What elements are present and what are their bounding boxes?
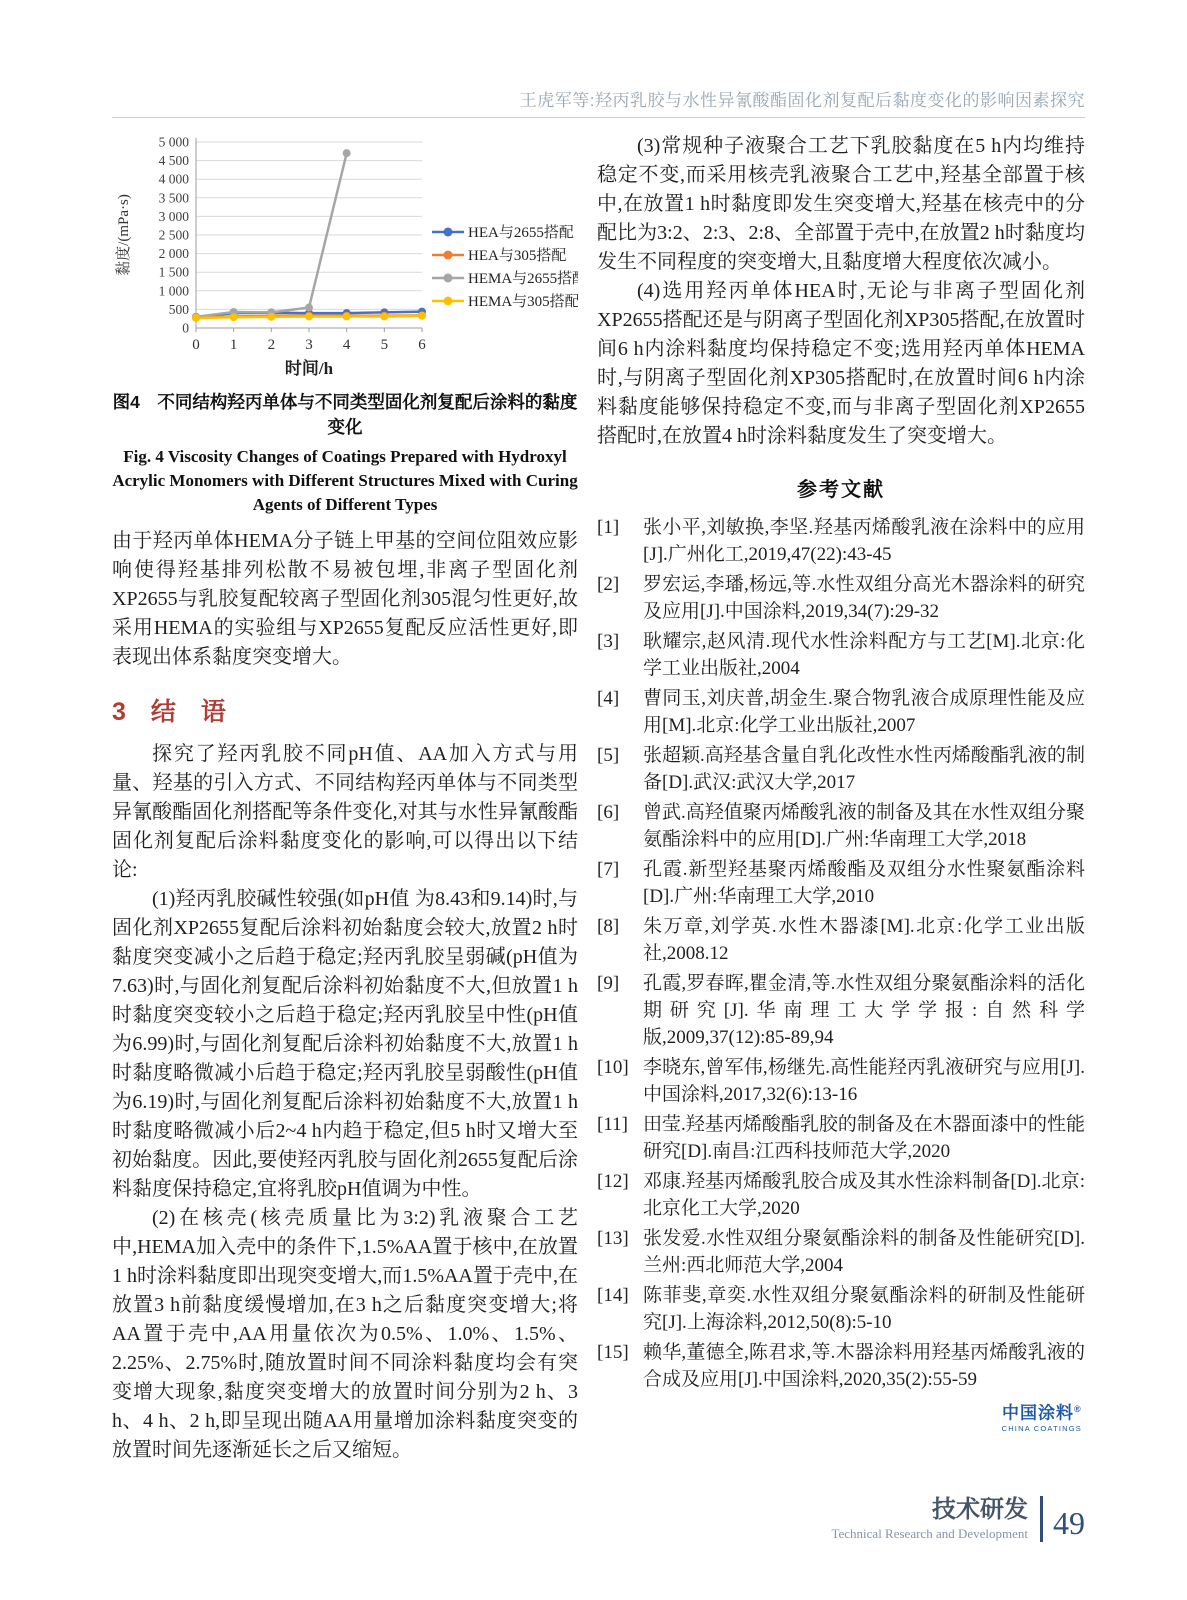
reference-number: [2] <box>597 574 620 595</box>
logo-text-en: CHINA COATINGS <box>1001 1423 1082 1433</box>
figure-caption-zh: 图4 不同结构羟丙单体与不同类型固化剂复配后涂料的黏度变化 <box>112 392 578 437</box>
svg-text:黏度/(mPa·s): 黏度/(mPa·s) <box>116 194 132 276</box>
reference-text: 张小平,刘敏换,李坚.羟基丙烯酸乳液在涂料中的应用[J].广州化工,2019,47(22):43-45 <box>643 517 1085 565</box>
svg-text:1 500: 1 500 <box>158 264 189 280</box>
footer-section-en: Technical Research and Development <box>831 1525 1028 1541</box>
reference-number: [12] <box>597 1171 629 1192</box>
svg-text:2 000: 2 000 <box>158 246 189 262</box>
reference-number: [6] <box>597 802 620 823</box>
svg-text:3 000: 3 000 <box>158 208 189 224</box>
svg-text:4 000: 4 000 <box>158 171 189 187</box>
svg-text:2: 2 <box>267 337 276 353</box>
gridlines <box>159 135 422 336</box>
reference-item <box>597 628 1085 682</box>
svg-text:3: 3 <box>305 337 313 353</box>
svg-text:1 000: 1 000 <box>158 283 189 299</box>
svg-text:0: 0 <box>182 320 189 336</box>
reference-number: [13] <box>597 1228 629 1249</box>
reference-text: 张发爱.水性双组分聚氨酯涂料的制备及性能研究[D].兰州:西北师范大学,2004 <box>643 1228 1085 1276</box>
logo-registered-mark: ® <box>1073 1404 1082 1414</box>
reference-number: [7] <box>597 859 620 880</box>
reference-item <box>597 913 1085 967</box>
reference-text: 罗宏运,李璠,杨远,等.水性双组分高光木器涂料的研究及应用[J].中国涂料,2019,34(7):29-32 <box>643 574 1085 622</box>
footer-divider <box>1040 1496 1043 1542</box>
figure-caption-en: Fig. 4 Viscosity Changes of Coatings Prepared with Hydroxyl Acrylic Monomers with Different Structures Mixed with Curing Agents of Different Types <box>112 447 578 514</box>
reference-text: 李晓东,曾军伟,杨继先.高性能羟丙乳液研究与应用[J].中国涂料,2017,32(6):13-16 <box>643 1057 1085 1105</box>
reference-number: [10] <box>597 1057 629 1078</box>
reference-number: [11] <box>597 1114 628 1135</box>
reference-item <box>597 1168 1085 1222</box>
reference-text: 赖华,董德全,陈君求,等.木器涂料用羟基丙烯酸乳液的合成及应用[J].中国涂料,2020,35(2):55-59 <box>643 1342 1085 1390</box>
footer-section-block <box>831 1497 1028 1542</box>
reference-item <box>597 1339 1085 1393</box>
logo-text-zh: 中国涂料® <box>1001 1403 1082 1423</box>
reference-text: 朱万章,刘学英.水性木器漆[M].北京:化学工业出版社,2008.12 <box>643 916 1085 964</box>
reference-number: [1] <box>597 517 620 538</box>
svg-text:2 500: 2 500 <box>158 227 189 243</box>
viscosity-line-chart <box>112 132 578 382</box>
reference-text: 田莹.羟基丙烯酸酯乳胶的制备及在木器面漆中的性能研究[D].南昌:江西科技师范大学,2020 <box>643 1114 1085 1162</box>
reference-item <box>597 1111 1085 1165</box>
reference-text: 陈菲斐,章奕.水性双组分聚氨酯涂料的研制及性能研究[J].上海涂料,2012,50(8):5-10 <box>643 1285 1085 1333</box>
header-rule <box>112 117 1085 118</box>
figure-4 <box>112 132 578 517</box>
reference-item <box>597 856 1085 910</box>
references-heading: 参考文献 <box>797 479 885 501</box>
body-paragraph: (4)选用羟丙单体HEA时,无论与非离子型固化剂XP2655搭配还是与阴离子型固化剂XP305搭配,在放置时间6 h内涂料黏度均保持稳定不变;选用羟丙单体HEMA时,与阴离子型固化剂XP305搭配时,在放置时间6 h内涂料黏度能够保持稳定不变,而与非离子型固化剂XP2655搭配时,在放置4 h时涂料黏度发生了突变增大。 <box>597 280 1085 447</box>
reference-text: 孔霞,罗春晖,瞿金清,等.水性双组分聚氨酯涂料的活化期研究[J].华南理工大学学报:自然科学版,2009,37(12):85-89,94 <box>643 973 1085 1048</box>
reference-number: [3] <box>597 631 620 652</box>
reference-item <box>597 799 1085 853</box>
svg-text:HEA与2655搭配: HEA与2655搭配 <box>468 225 574 241</box>
reference-number: [8] <box>597 916 620 937</box>
left-column <box>112 132 578 1465</box>
section-heading-conclusion: 3 结 语 <box>112 698 226 726</box>
reference-number: [4] <box>597 688 620 709</box>
svg-text:4: 4 <box>342 337 351 353</box>
reference-item <box>597 1054 1085 1108</box>
body-paragraph: (2)在核壳(核壳质量比为3:2)乳液聚合工艺中,HEMA加入壳中的条件下,1.5%AA置于核中,在放置1 h时涂料黏度即出现突变增大,而1.5%AA置于壳中,在放置3 h前黏度缓慢增加,在3 h之后黏度突变增大;将AA置于壳中,AA用量依次为0.5%、1.0%、1.5%、2.25%、2.75%时,随放置时间不同涂料黏度均会有突变增大现象,黏度突变增大的放置时间分别为2 h、3 h、4 h、2 h,即呈现出随AA用量增加涂料黏度突变的放置时间先逐渐延长之后又缩短。 <box>112 1207 578 1461</box>
reference-number: [5] <box>597 745 620 766</box>
reference-text: 耿耀宗,赵风清.现代水性涂料配方与工艺[M].北京:化学工业出版社,2004 <box>643 631 1085 679</box>
svg-text:HEMA与305搭配: HEMA与305搭配 <box>468 294 578 310</box>
china-coatings-logo <box>1002 1400 1082 1433</box>
right-paragraphs <box>597 132 1085 451</box>
svg-text:500: 500 <box>168 301 189 317</box>
reference-item <box>597 1225 1085 1279</box>
body-paragraph: (3)常规种子液聚合工艺下乳胶黏度在5 h内均维持稳定不变,而采用核壳乳液聚合工艺中,羟基全部置于核中,在放置1 h时黏度即发生突变增大,羟基在核壳中的分配比为3:2、2:3、2:8、全部置于壳中,在放置2 h时黏度均发生不同程度的突变增大,且黏度增大程度依次减小。 <box>597 135 1085 273</box>
footer-section-zh: 技术研发 <box>932 1495 1028 1523</box>
figure-caption <box>112 390 578 517</box>
reference-item <box>597 685 1085 739</box>
reference-text: 邓康.羟基丙烯酸乳胶合成及其水性涂料制备[D].北京:北京化工大学,2020 <box>643 1171 1085 1219</box>
svg-text:1: 1 <box>229 337 238 353</box>
reference-number: [9] <box>597 973 620 994</box>
page-number: 49 <box>1053 1504 1085 1541</box>
running-title: 王虎军等:羟丙乳胶与水性异氰酸酯固化剂复配后黏度变化的影响因素探究 <box>519 91 1085 110</box>
reference-text: 曾武.高羟值聚丙烯酸乳液的制备及其在水性双组分聚氨酯涂料中的应用[D].广州:华南理工大学,2018 <box>643 802 1085 850</box>
reference-number: [14] <box>597 1285 629 1306</box>
reference-text: 张超颖.高羟基含量自乳化改性水性丙烯酸酯乳液的制备[D].武汉:武汉大学,2017 <box>643 745 1085 793</box>
reference-list <box>597 514 1085 1393</box>
reference-item <box>597 742 1085 796</box>
chart-svg <box>112 132 578 382</box>
svg-text:5 000: 5 000 <box>158 134 189 150</box>
reference-item <box>597 970 1085 1051</box>
svg-text:HEA与305搭配: HEA与305搭配 <box>468 248 567 264</box>
svg-text:时间/h: 时间/h <box>284 359 334 378</box>
svg-text:5: 5 <box>380 337 389 353</box>
right-column <box>597 132 1085 1396</box>
reference-item <box>597 571 1085 625</box>
reference-number: [15] <box>597 1342 629 1363</box>
reference-text: 曹同玉,刘庆普,胡金生.聚合物乳液合成原理性能及应用[M].北京:化学工业出版社,2007 <box>643 688 1085 736</box>
svg-text:3 500: 3 500 <box>158 190 189 206</box>
svg-text:HEMA与2655搭配: HEMA与2655搭配 <box>468 271 578 287</box>
reference-item <box>597 514 1085 568</box>
chart-legend <box>432 224 578 310</box>
body-paragraph: (1)羟丙乳胶碱性较强(如pH值 为8.43和9.14)时,与固化剂XP2655复配后涂料初始黏度会较大,放置2 h时黏度突变减小之后趋于稳定;羟丙乳胶呈弱碱(pH值为7.63)时,与固化剂复配后涂料初始黏度不大,但放置1 h时黏度突变较小之后趋于稳定;羟丙乳胶呈中性(pH值为6.99)时,与固化剂复配后涂料初始黏度不大,放置1 h时黏度略微减小后趋于稳定;羟丙乳胶呈弱酸性(pH值为6.19)时,与固化剂复配后涂料初始黏度不大,放置1 h时黏度略微减小后2~4 h内趋于稳定,但5 h时又增大至初始黏度。因此,要使羟丙乳胶与固化剂2655复配后涂料黏度保持稳定,宜将乳胶pH值调为中性。 <box>112 888 578 1200</box>
reference-text: 孔霞.新型羟基聚丙烯酸酯及双组分水性聚氨酯涂料[D].广州:华南理工大学,2010 <box>643 859 1085 907</box>
left-paragraphs <box>112 740 578 1465</box>
body-paragraph: 探究了羟丙乳胶不同pH值、AA加入方式与用量、羟基的引入方式、不同结构羟丙单体与不同类型异氰酸酯固化剂搭配等条件变化,对其与水性异氰酸酯固化剂复配后涂料黏度变化的影响,可以得出以下结论: <box>112 743 578 881</box>
body-paragraph: 由于羟丙单体HEMA分子链上甲基的空间位阻效应影响使得羟基排列松散不易被包埋,非离子型固化剂XP2655与乳胶复配较离子型固化剂305混匀性更好,故采用HEMA的实验组与XP2655复配反应活性更好,即表现出体系黏度突变增大。 <box>112 530 578 668</box>
svg-text:6: 6 <box>418 337 426 353</box>
reference-item <box>597 1282 1085 1336</box>
svg-text:0: 0 <box>192 337 200 353</box>
svg-text:4 500: 4 500 <box>158 153 189 169</box>
page-footer <box>831 1496 1085 1542</box>
